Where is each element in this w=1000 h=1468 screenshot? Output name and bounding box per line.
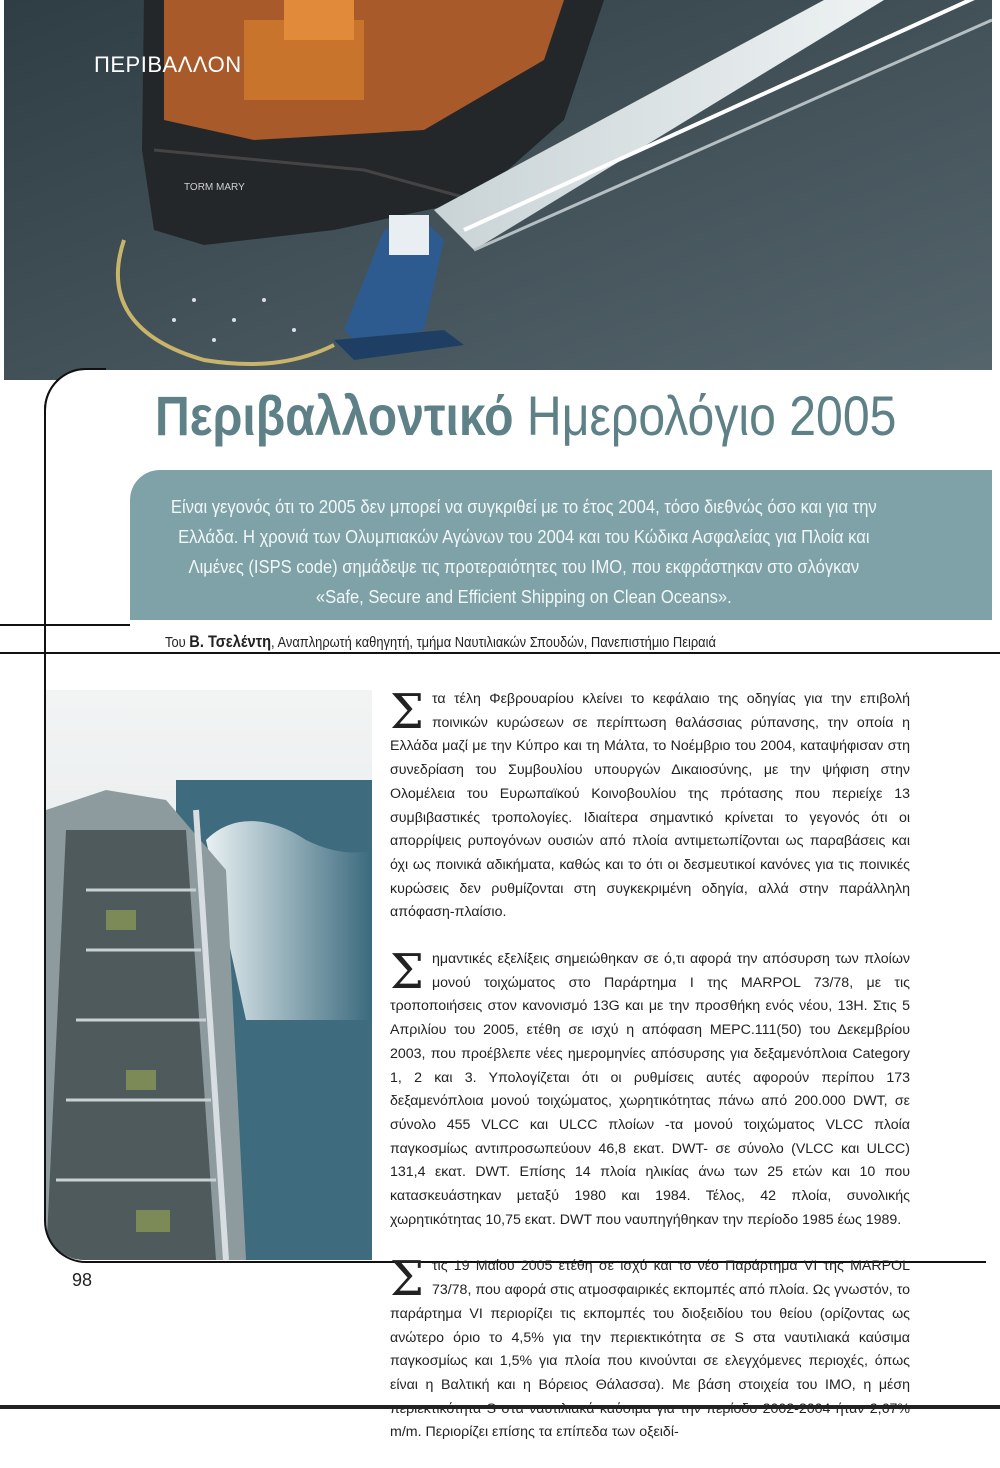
- drop-cap: Σ: [390, 684, 424, 740]
- hero-photo: [4, 0, 992, 380]
- title-bold-part: Περιβαλλοντικό: [155, 384, 514, 447]
- paragraph-text: τα τέλη Φεβρουαρίου κλείνει το κεφάλαιο της οδηγίας για την επιβολή ποινικών κυρώσεων σε περίπτωση θαλάσσιας ρύπανσης, την οποία η Ελλάδα μαζί με την Κύπρο και τη Μάλτα, το Νοέμβριο του 2004, καταψήφισαν στη συνεδρίαση του Συμβουλίου υπουργών Δικαιοσύνης, με την ψήφιση στην Ολομέλεια του Ευρωπαϊκού Κοινοβουλίου της πρότασης που περιείχε 13 συμβιβαστικές τροπολογίες. Ιδιαίτερα σημαντικό κρίνεται το γεγονός ότι οι απορρίψεις ρυπογόνων ουσιών από πλοία αντιμετωπίζονται ως παραβάσεις και όχι ως ποινικά αδικήματα, καθώς και το ότι οι δεσμευτικοί κανόνες για τις ποινικές κυρώσεις δεν ρυθμίζονται στη συγκεκριμένη οδηγία, αλλά στην παράλληλη απόφαση-πλαίσιο.: [390, 691, 910, 921]
- section-label: ΠΕΡΙΒΑΛΛΟΝ: [94, 52, 242, 77]
- paragraph-2: [390, 944, 910, 1232]
- article-body: [390, 684, 910, 1468]
- byline-author: Β. Τσελέντη: [189, 632, 272, 651]
- byline-affiliation: , Αναπληρωτή καθηγητή, τμήμα Ναυτιλιακών Σπουδών, Πανεπιστήμιο Πειραιά: [271, 634, 716, 651]
- paragraph-text: ημαντικές εξελίξεις σημειώθηκαν σε ό,τι αφορά την απόσυρση των πλοίων μονού τοιχώματος στο Παράρτημα Ι της MARPOL 73/78, με τις τροποποιήσεις στον κανονισμό 13G και με την προσθήκη ενός νέου, 13H. Στις 5 Απριλίου του 2005, ετέθη σε ισχύ η απόφαση MEPC.111(50) του Δεκεμβρίου 2003, που προέβλεπε νέες ημερομηνίες απόσυρσης για δεξαμενόπλοια Category 1, 2 και 3. Υπολογίζεται ότι οι ρυθμίσεις αυτές αφορούν περίπου 173 δεξαμενόπλοια μονού τοιχώματος, χωρητικότητας πάνω από 200.000 DWT, σε σύνολο 455 VLCC και ULCC πλοίων -τα μονού τοιχώματος VLCC πλοία παγκοσμίως αντιπροσωπεύουν 46,8 εκατ. DWT- σε σύνολο (VLCC και ULCC) 131,4 εκατ. DWT. Επίσης 14 πλοία ηλικίας άνω των 25 ετών και 10 που κατασκευάστηκαν μεταξύ 1980 και 1984. Τέλος, 42 πλοία, συνολικής χωρητικότητας 10,75 εκατ. DWT που ναυπηγήθηκαν την περίοδο 1985 έως 1989.: [390, 951, 910, 1228]
- lead-text: Είναι γεγονός ότι το 2005 δεν μπορεί να συγκριθεί με το έτος 2004, τόσο διεθνώς όσο και για την Ελλάδα. Η χρονιά των Ολυμπιακών Αγώνων του 2004 και του Κώδικα Ασφαλείας για Πλοία και Λιμένες (ISPS code) σημάδεψε τις προτεραιότητες του ΙΜΟ, που εκφράστηκαν στο σλόγκαν «Safe, Secure and Efficient Shipping on Clean Oceans».: [170, 497, 877, 607]
- byline-prefix: Του: [165, 634, 186, 651]
- drop-cap: Σ: [390, 944, 424, 1001]
- title-light-part: Ημερολόγιο 2005: [526, 384, 897, 447]
- paragraph-text: τις 19 Μαΐου 2005 ετέθη σε ισχύ και το νέο Παράρτημα VI της MARPOL 73/78, που αφορά στις ατμοσφαιρικές εκπομπές από πλοία. Ως γνωστόν, το παράρτημα VI περιορίζει τις εκπομπές του διοξειδίου του θείου (ορίζοντας ως ανώτερο όριο το 4,5% για την περιεκτικότητα σε S στα ναυτιλιακά καύσιμα παγκοσμίως και 1,5% για πλοία που κινούνται σε ελεγχόμενες περιοχές, όπως είναι η Βαλτική και η Βόρειος Θάλασσα). Με βάση στοιχεία του ΙΜΟ, η μέση m/m. Περιορίζει επίσης τα επίπεδα των οξειδί-: [390, 1258, 910, 1441]
- bottom-rule: [0, 1405, 1000, 1409]
- drop-cap: Σ: [390, 1251, 424, 1308]
- page-number: 98: [72, 1270, 93, 1290]
- hull-name-text: TORM MARY: [184, 182, 245, 193]
- paragraph-1: [390, 684, 910, 925]
- paragraph-3: [390, 1251, 910, 1445]
